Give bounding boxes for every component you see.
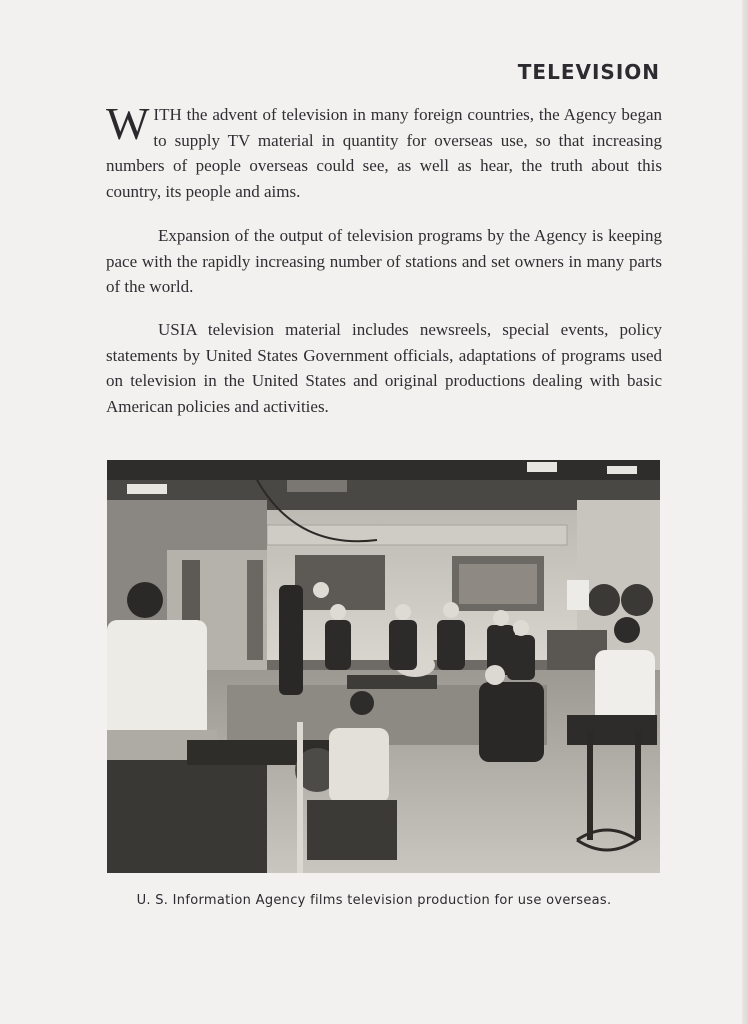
paragraph-2: Expansion of the output of television programs by the Agency is keeping pace with the rapidly increasing number of stations and set owners in many parts of the world. (106, 226, 662, 296)
page-edge (742, 0, 748, 1024)
paragraph-3: USIA television material includes newsreels, special events, policy statements by United States Government officials, adaptations of programs used on television in the United States and original productions dealing with basic American policies and activities. (106, 320, 662, 416)
paragraph-1 (106, 98, 662, 204)
drop-cap: W (106, 98, 150, 149)
photo-caption: U. S. Information Agency films television production for use overseas. (136, 893, 612, 908)
television-studio-photo (107, 460, 660, 873)
page-heading: TELEVISION (517, 60, 660, 84)
studio-photo-illustration (107, 460, 660, 873)
paragraph-1-text: ITH the advent of television in many foreign countries, the Agency began to supply TV material in quantity for overseas use, so that increasing numbers of people overseas could see, as well as hear, the truth about this country, its people and aims. (106, 105, 662, 201)
